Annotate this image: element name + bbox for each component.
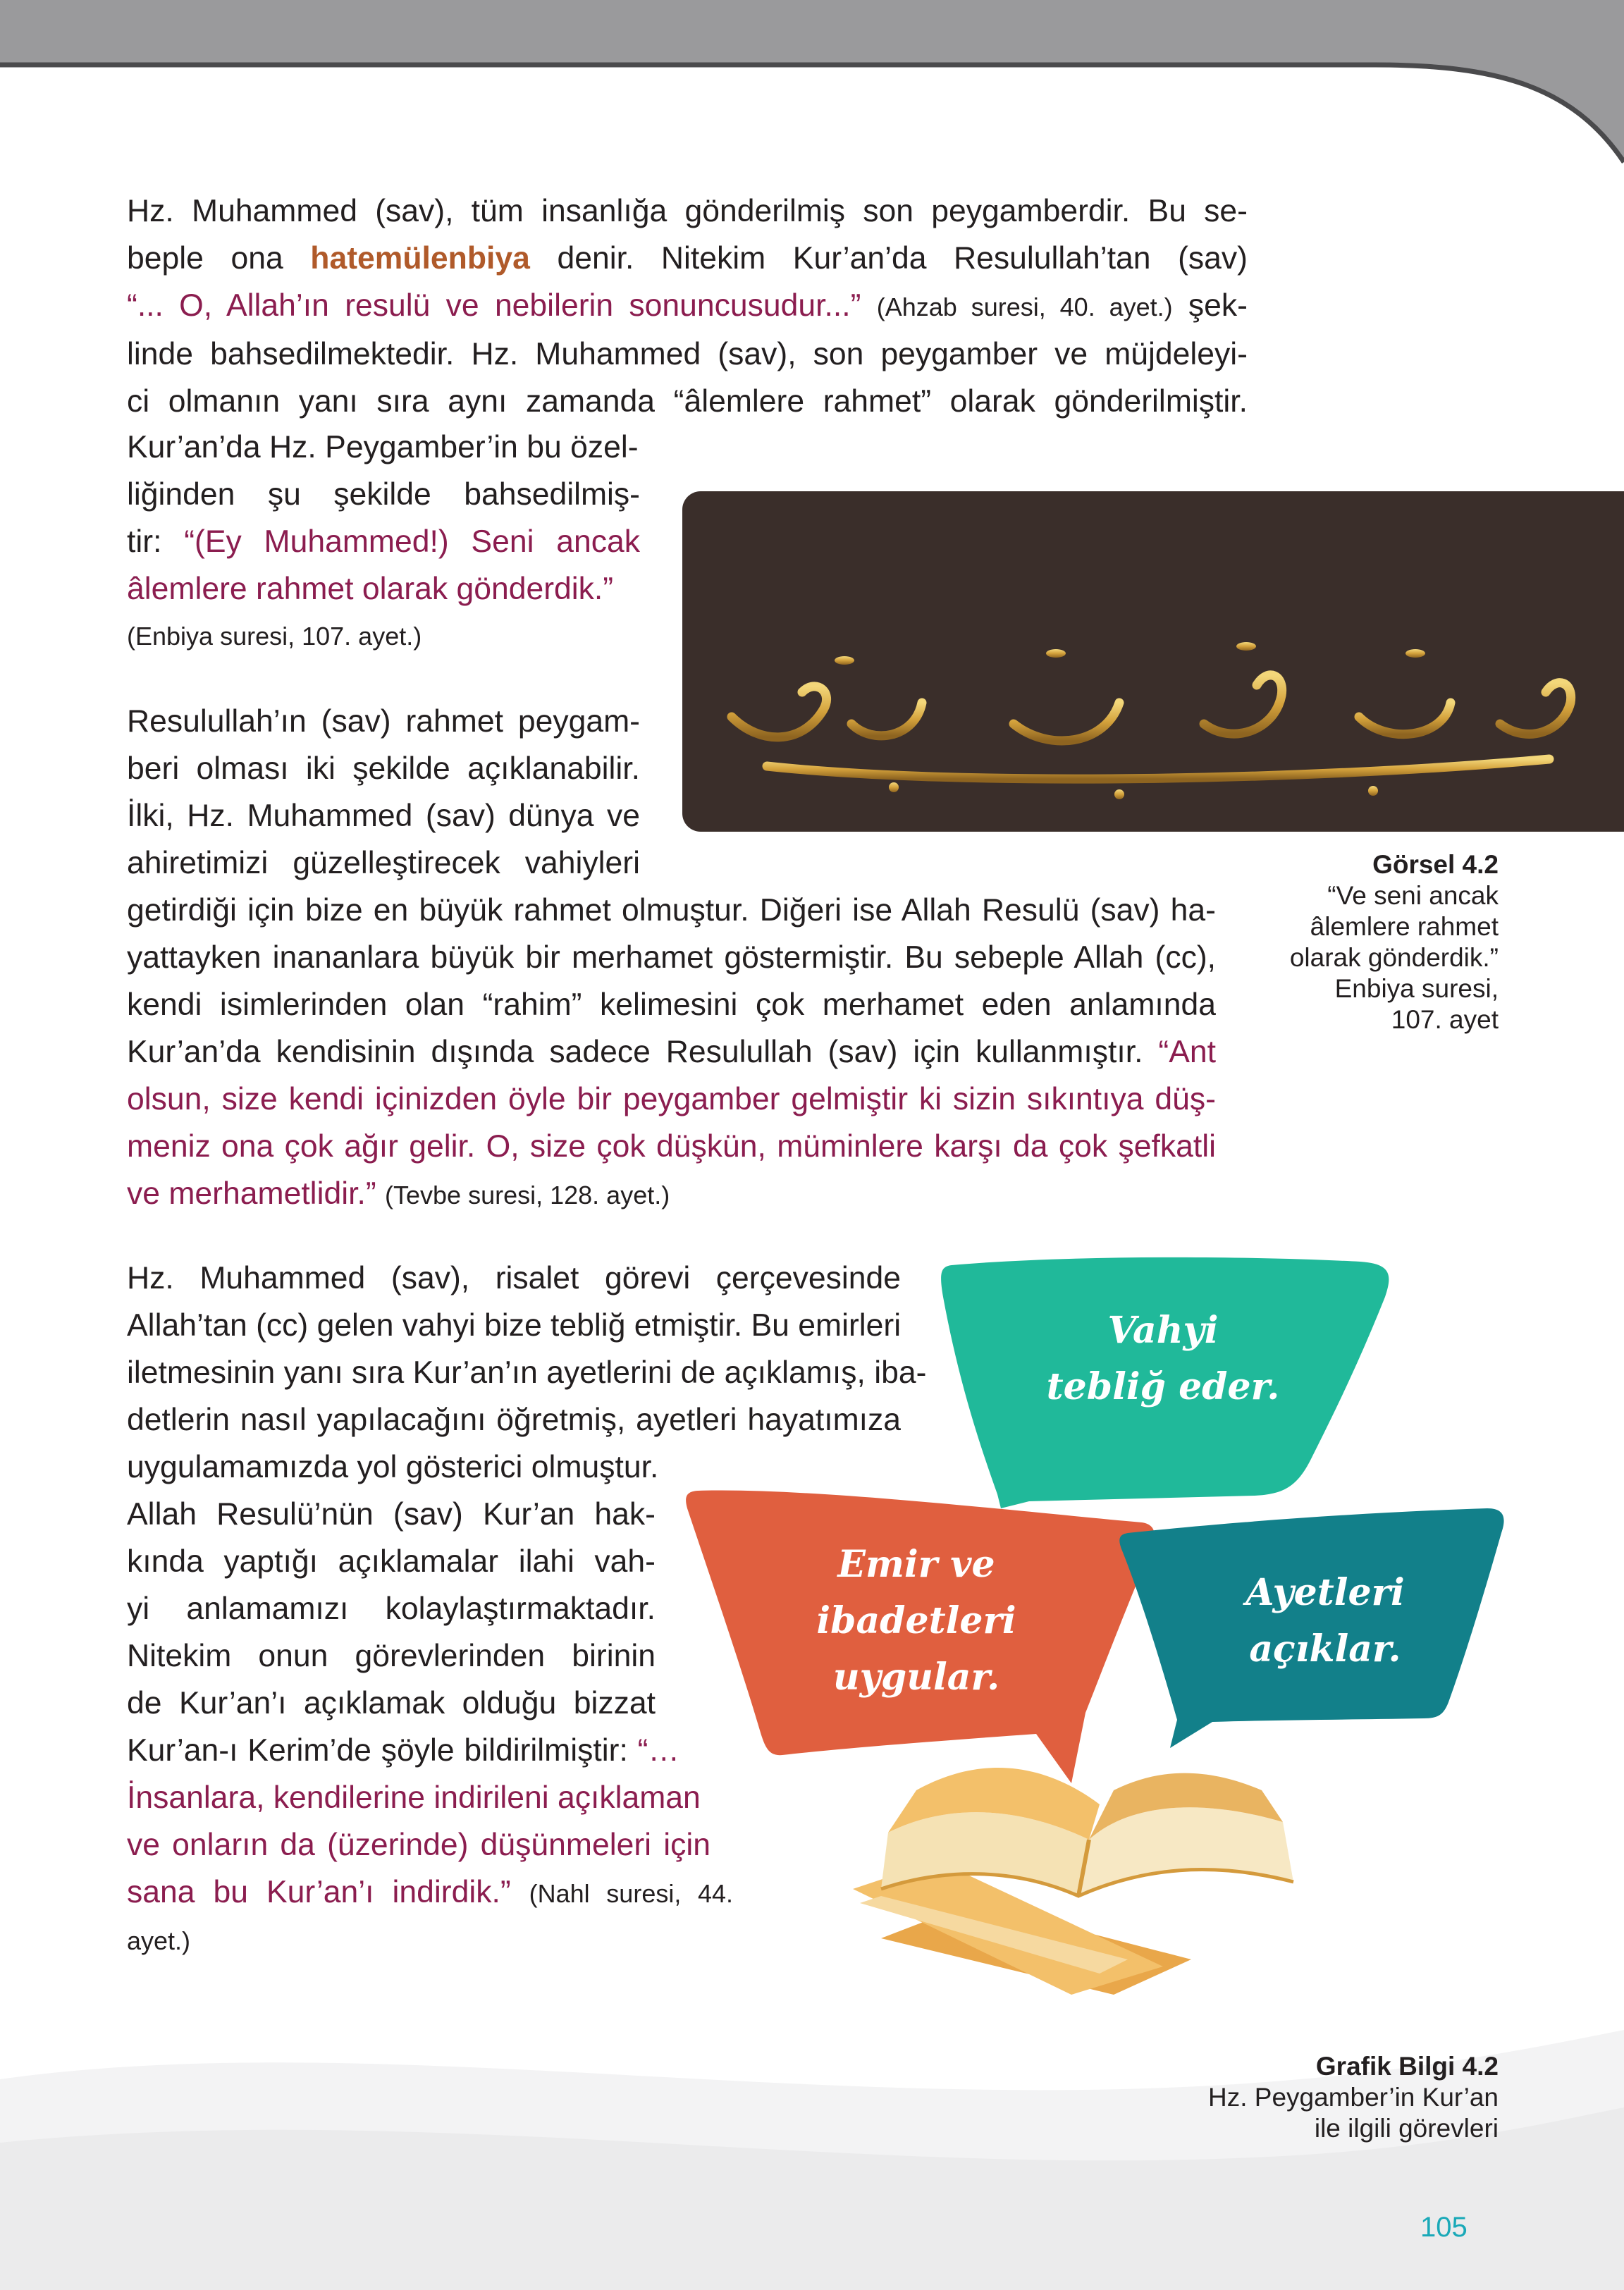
text-line: ci olmanın yanı sıra aynı zamanda “âlemlere rahmet” olarak gönderilmiştir. xyxy=(127,384,1248,419)
quran-book-icon xyxy=(881,1768,1293,1896)
quote-text: olsun, size kendi içinizden öyle bir peygamber gelmiştir ki sizin sıkıntıya düş- xyxy=(127,1082,1216,1116)
reference: (Ahzab suresi, 40. ayet.) xyxy=(876,293,1173,321)
quote-text: “Ant xyxy=(1158,1035,1216,1069)
graphic-caption xyxy=(1076,2051,1499,2144)
bubble-teal-label: Vahyi tebliğ eder. xyxy=(1046,1309,1280,1408)
quote-text: âlemlere rahmet olarak gönderdik.” xyxy=(127,572,614,606)
quote-text: “... O, Allah’ın resulü ve nebilerin sonuncusudur...” xyxy=(127,288,861,323)
text-line: Kur’an-ı Kerim’de şöyle bildirilmiştir: “… xyxy=(127,1733,679,1768)
text-line: beple ona hatemülenbiya denir. Nitekim Kur’an’da Resulullah’tan (sav) xyxy=(127,241,1248,276)
text-line: İlki, Hz. Muhammed (sav) dünya ve xyxy=(127,799,640,833)
caption-title: Grafik Bilgi 4.2 xyxy=(1315,2052,1499,2081)
text-line: kında yaptığı açıklamalar ilahi vah- xyxy=(127,1544,656,1579)
text-line: tir: “(Ey Muhammed!) Seni ancak xyxy=(127,524,640,559)
text-line: “... O, Allah’ın resulü ve nebilerin sonuncusudur...” (Ahzab suresi, 40. ayet.) şek- xyxy=(127,288,1248,323)
caption-line: “Ve seni ancak xyxy=(1327,881,1499,910)
caption-line: Enbiya suresi, xyxy=(1334,974,1499,1003)
text-line: yattayken inananlara büyük bir merhamet göstermiştir. Bu sebeple Allah (cc), xyxy=(127,940,1216,975)
page-number: 105 xyxy=(1420,2212,1468,2243)
text-line: Kur’an’da Hz. Peygamber’in bu özel- xyxy=(127,430,639,464)
text-line: uygulamamızda yol gösterici olmuştur. xyxy=(127,1450,659,1484)
quote-text: “… xyxy=(637,1733,679,1768)
quote-text: ve onların da (üzerinde) düşünmeleri için xyxy=(127,1828,710,1862)
reference: (Enbiya suresi, 107. ayet.) xyxy=(127,622,422,651)
text-line: liğinden şu şekilde bahsedilmiş- xyxy=(127,477,640,512)
text-line: linde bahsedilmektedir. Hz. Muhammed (sav), son peygamber ve müjdeleyi- xyxy=(127,337,1248,371)
text-line: yi anlamamızı kolaylaştırmaktadır. xyxy=(127,1592,656,1626)
bubble-darkteal-label: Ayetleri açıklar. xyxy=(1245,1571,1405,1670)
caption-line: olarak gönderdik.” xyxy=(1289,943,1499,972)
text-line: Allah’tan (cc) gelen vahyi bize tebliğ etmiştir. Bu emirleri xyxy=(127,1308,902,1343)
quote-text: ve merhametlidir.” xyxy=(127,1176,376,1211)
text-line: beri olması iki şekilde açıklanabilir. xyxy=(127,751,640,786)
bubble-orange-label: Emir ve ibadetleri uygular. xyxy=(816,1543,1016,1699)
text-line: kendi isimlerinden olan “rahim” kelimesini çok merhamet eden anlamında xyxy=(127,987,1216,1022)
reference: (Tevbe suresi, 128. ayet.) xyxy=(385,1181,670,1209)
caption-title: Görsel 4.2 xyxy=(1372,850,1499,879)
quote-text: İnsanlara, kendilerine indirileni açıklaman xyxy=(127,1780,701,1815)
text-line: Hz. Muhammed (sav), tüm insanlığa gönderilmiş son peygamberdir. Bu se- xyxy=(127,194,1248,228)
text-line: detlerin nasıl yapılacağını öğretmiş, ayetleri hayatımıza xyxy=(127,1403,901,1437)
keyword-hatemulenbiya: hatemülenbiya xyxy=(310,241,530,276)
caption-line: âlemlere rahmet xyxy=(1310,912,1499,941)
text-line: de Kur’an’ı açıklamak olduğu bizzat xyxy=(127,1686,656,1720)
text-line: ahiretimizi güzelleştirecek vahiyleri xyxy=(127,846,640,880)
text-line: Allah Resulü’nün (sav) Kur’an hak- xyxy=(127,1497,656,1532)
text-line: iletmesinin yanı sıra Kur’an’ın ayetlerini de açıklamış, iba- xyxy=(127,1355,927,1390)
text-line: getirdiği için bize en büyük rahmet olmuştur. Diğeri ise Allah Resulü (sav) ha- xyxy=(127,893,1216,928)
quote-text: “(Ey Muhammed!) Seni ancak xyxy=(184,524,640,559)
text-line: Resulullah’ın (sav) rahmet peygam- xyxy=(127,704,640,739)
text-line: Hz. Muhammed (sav), risalet görevi çerçevesinde xyxy=(127,1261,901,1295)
caption-line: Hz. Peygamber’in Kur’an xyxy=(1208,2083,1499,2112)
caption-line: 107. ayet xyxy=(1391,1005,1499,1034)
reference: (Nahl suresi, 44. xyxy=(529,1879,734,1908)
reference: ayet.) xyxy=(127,1926,191,1955)
caption-line: ile ilgili görevleri xyxy=(1314,2114,1499,2143)
text-line: Nitekim onun görevlerinden birinin xyxy=(127,1639,656,1673)
quote-text: meniz ona çok ağır gelir. O, size çok düşkün, müminlere karşı da çok şefkatli xyxy=(127,1129,1216,1164)
quote-text: sana bu Kur’an’ı indirdik.” xyxy=(127,1875,511,1909)
text-line: Kur’an’da kendisinin dışında sadece Resulullah (sav) için kullanmıştır. “Ant xyxy=(127,1035,1216,1069)
